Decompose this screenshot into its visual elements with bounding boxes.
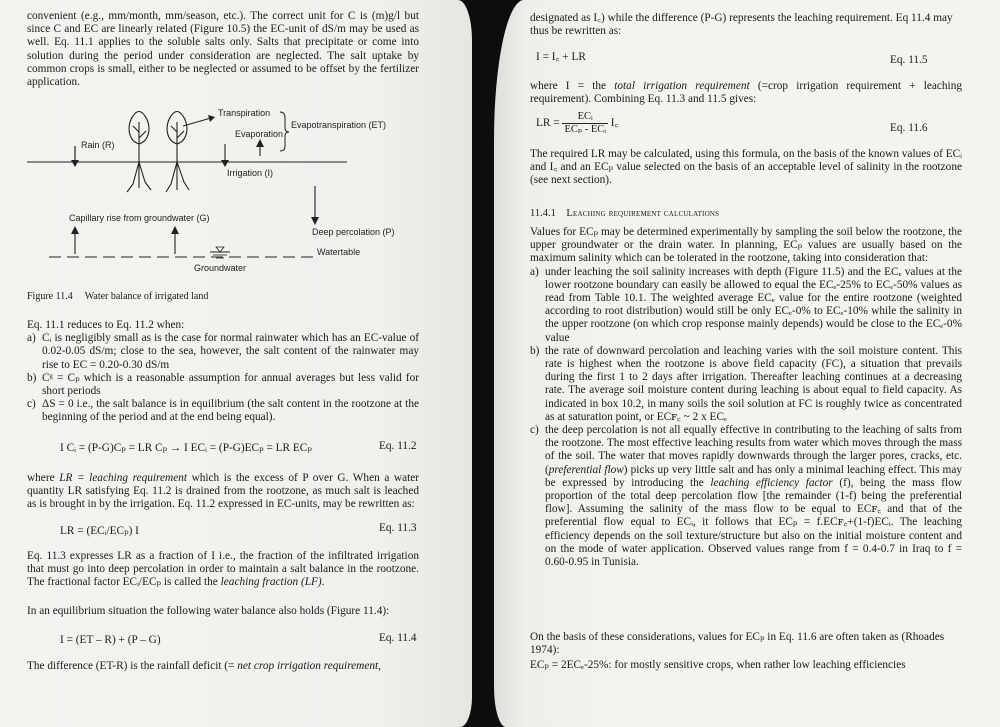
section-heading [530,207,962,220]
intro-paragraph: convenient (e.g., mm/month, mm/season, etc.). The correct unit for C is (m)g/l but since C and EC are linearly related (Figure 10.5) the EC-unit of dS/m may be used as well. Eq. 11.1 applies to the soluble salts only. Salts that precipitate or come into solution during the period under consideration are neglected. The salt uptake by common crops is small, either to be neglected or assumed to be offset by the fertilizer application. [27,10,419,89]
label-deep-percolation: Deep percolation (P) [312,227,395,237]
equation-11-5: I = I꜀ + LR [536,51,586,63]
list-item: b) Cᵍ = Cₚ which is a reasonable assumption for annual averages but less valid for short periods [27,371,419,398]
plant-icon [166,112,189,193]
required-paragraph: The required LR may be calculated, using this formula, on the basis of the known values of ECᵢ and I꜀ and an ECₚ value selected on the basis of an acceptable level of salinity in the rootzone (see next section). [530,148,962,187]
caption-number: Figure 11.4 [27,291,73,302]
section-number: 11.4.1 [530,208,556,219]
list-item: b) the rate of downward percolation and leaching varies with the soil moisture content. This rate is highest when the rootzone is above field capacity (FC), a situation that prevails during the first 1 to 2 days after irrigation. Thereafter leaching continues at a decreasing rate. The average soil moisture content during leaching is about equal to field capacity. As indicated in box 10.2, in many soils the soil solution at FC is roughly twice as concentrated as at saturation point, or ECꜰ꜀ ~ 2 x ECₑ [530,344,962,423]
label-irrigation: Irrigation (I) [227,168,274,178]
section-title: Leaching requirement calculations [566,208,720,219]
equation-number: Eq. 11.4 [379,632,417,644]
plant-icon [127,112,151,193]
considerations-list [530,266,962,570]
left-page [0,0,472,727]
equation-11-6: LR = $\frac{\text{ECᵢ}}{\text{ECₚ - ECᵢ}}$ I꜀ [536,111,619,135]
water-balance-diagram [27,104,437,284]
equation-11-2: I Cᵢ = (P-G)Cₚ = LR Cₚ → I ECᵢ = (P-G)ECₚ = LR ECₚ [60,442,312,454]
values-paragraph: Values for ECₚ may be determined experimentally by sampling the soil below the rootzone, the upper groundwater or the drain water. In planning, ECₚ values are usually based on the maximum salinity which can be tolerated in the rootzone, taking into consideration that: a) under leaching the soil salinity increases with depth (Figure 11.5) and the ECₑ values at the lower rootzone boundary can easily be allowed to equal the ECₑ-25% to ECₑ-50% values as read from Table 10.1. The weighted average ECₑ value for the entire rootzone (weighted according to root distribution) would still be only ECₑ-0% to ECₑ-10% while the salinity in the upper rootzone (on which crop response mainly depends) would be close to the ECₑ-0% value b) the rate of downward percolation and leaching varies with the soil moisture content. This rate is highest when the rootzone is above field capacity (FC), a situation that prevails during the first 1 to 2 days after irrigation. Thereafter leaching continues at a decreasing rate. The average soil moisture content during leaching is about equal to field capacity. As indicated in box 10.2, in many soils the soil solution at FC is roughly twice as concentrated as at saturation point, or ECꜰ꜀ ~ 2 x ECₑ c) the deep percolation is not all equally effective in contributing to the leaching of salts from the rootzone. The most effective leaching results from water which moves through the mass of the soil. The water that moves rapidly downwards through the larger pores, cracks, etc. (preferential flow) picks up very little salt and has only a minimal leaching effect. This may be expressed by introducing the leaching efficiency factor (f), being the mass flow proportion of the total deep percolation flow [the remainder (1-f) being the preferential flow]. Assuming the salinity of the mass flow to be equal to ECꜰ꜀ and that of the preferential flow equal to ECᵢ, it follows that ECₚ = f.ECꜰ꜀+(1-f)ECᵢ. The leaching efficiency depends on the soil texture/structure but also on the initial moisture content and on the mode of water application. Observed values range from f = 0.4-0.7 in Iraq to f = 0.60-0.95 in Tunisia. [530,226,962,569]
reduces-intro: Eq. 11.1 reduces to Eq. 11.2 when: [27,319,185,331]
label-watertable: Watertable [317,247,361,257]
equation-number: Eq. 11.6 [890,122,928,134]
list-item: a) under leaching the soil salinity increases with depth (Figure 11.5) and the ECₑ values at the lower rootzone boundary can easily be allowed to equal the ECₑ-25% to ECₑ-50% values as read from Table 10.1. The weighted average ECₑ value for the entire rootzone (weighted according to root distribution) would still be only ECₑ-0% to ECₑ-10% while the salinity in the upper rootzone (on which crop response mainly depends) would be close to the ECₑ-0% value [530,265,962,344]
where-paragraph: where I = the total irrigation requirement (=crop irrigation requirement + leaching requirement). Combining Eq. 11.3 and 11.5 gives: [530,80,962,106]
list-item: a) Cᵢ is negligibly small as is the case for normal rainwater which has an EC-value of 0.02-0.05 dS/m; close to the sea, however, the salt content of the rainwater may rise to EC = 0.20-0.30 dS/m [27,332,419,371]
label-rain: Rain (R) [81,140,115,150]
equation-number: Eq. 11.3 [379,522,417,534]
label-evapotranspiration: Evapotranspiration (ET) [291,120,387,130]
lr-paragraph: where LR = leaching requirement which is the excess of P over G. When a water quantity LR satisfying Eq. 11.2 is drained from the rootzone, as much salt is leached as is brought in by the irrigation. Eq. 11.2 expressed in EC-units, may be rewritten as: [27,472,420,511]
last-line: ECₚ = 2ECₑ-25%: for mostly sensitive crops, when rather low leaching efficiencies [530,659,906,671]
top-paragraph: designated as I꜀) while the difference (P-G) represents the leaching requirement. Eq 11.4 may thus be rewritten as: [530,12,953,38]
label-capillary-rise: Capillary rise from groundwater (G) [69,213,210,223]
equation-number: Eq. 11.2 [379,440,417,452]
equation-number: Eq. 11.5 [890,54,928,66]
basis-paragraph: On the basis of these considerations, values for ECₚ in Eq. 11.6 are often taken as (Rhoades 1974): [530,631,945,657]
equation-11-4: I = (ET – R) + (P – G) [60,634,161,646]
label-transpiration: Transpiration [218,108,271,118]
label-evaporation: Evaporation [235,129,284,139]
caption-text: Water balance of irrigated land [84,291,209,302]
eq113-paragraph: Eq. 11.3 expresses LR as a fraction of I i.e., the fraction of the infiltrated irrigation that must go into deep percolation in order to maintain a salt balance in the rootzone. The fractional factor ECᵢ/ECₚ is called the leaching fraction (LF). [27,550,419,589]
right-page [494,0,1000,727]
label-groundwater: Groundwater [194,263,247,273]
equation-11-3: LR = (ECᵢ/ECₚ) I [60,525,139,537]
list-item: c) the deep percolation is not all equally effective in contributing to the leaching of salts from the rootzone. The most effective leaching results from water which moves through the mass of the soil. The water that moves rapidly downwards through the larger pores, cracks, etc. (preferential flow) picks up very little salt and has only a minimal leaching effect. This may be expressed by introducing the leaching efficiency factor (f), being the mass flow proportion of the total deep percolation flow [the remainder (1-f) being the preferential flow]. Assuming the salinity of the mass flow to be equal to ECꜰ꜀ and that of the preferential flow equal to ECᵢ, it follows that ECₚ = f.ECꜰ꜀+(1-f)ECᵢ. The leaching efficiency depends on the soil texture/structure but also on the initial moisture content and on the mode of water application. Observed values range from f = 0.4-0.7 in Iraq to f = 0.60-0.95 in Tunisia. [530,424,962,569]
water-balance-figure [27,104,437,284]
conditions-list [27,332,419,424]
equilibrium-paragraph: In an equilibrium situation the following water balance also holds (Figure 11.4): [27,605,390,617]
figure-caption [27,291,208,303]
conditions-block [27,319,419,425]
deficit-paragraph: The difference (ET-R) is the rainfall deficit (= net crop irrigation requirement, [27,660,381,672]
fraction: $\frac{\text{ECᵢ}}{\text{ECₚ - ECᵢ}}$ [564,111,606,135]
list-item: c) ΔS = 0 i.e., the salt balance is in equilibrium (the salt content in the rootzone at the beginning of the period and at the end being equal). [27,398,419,424]
